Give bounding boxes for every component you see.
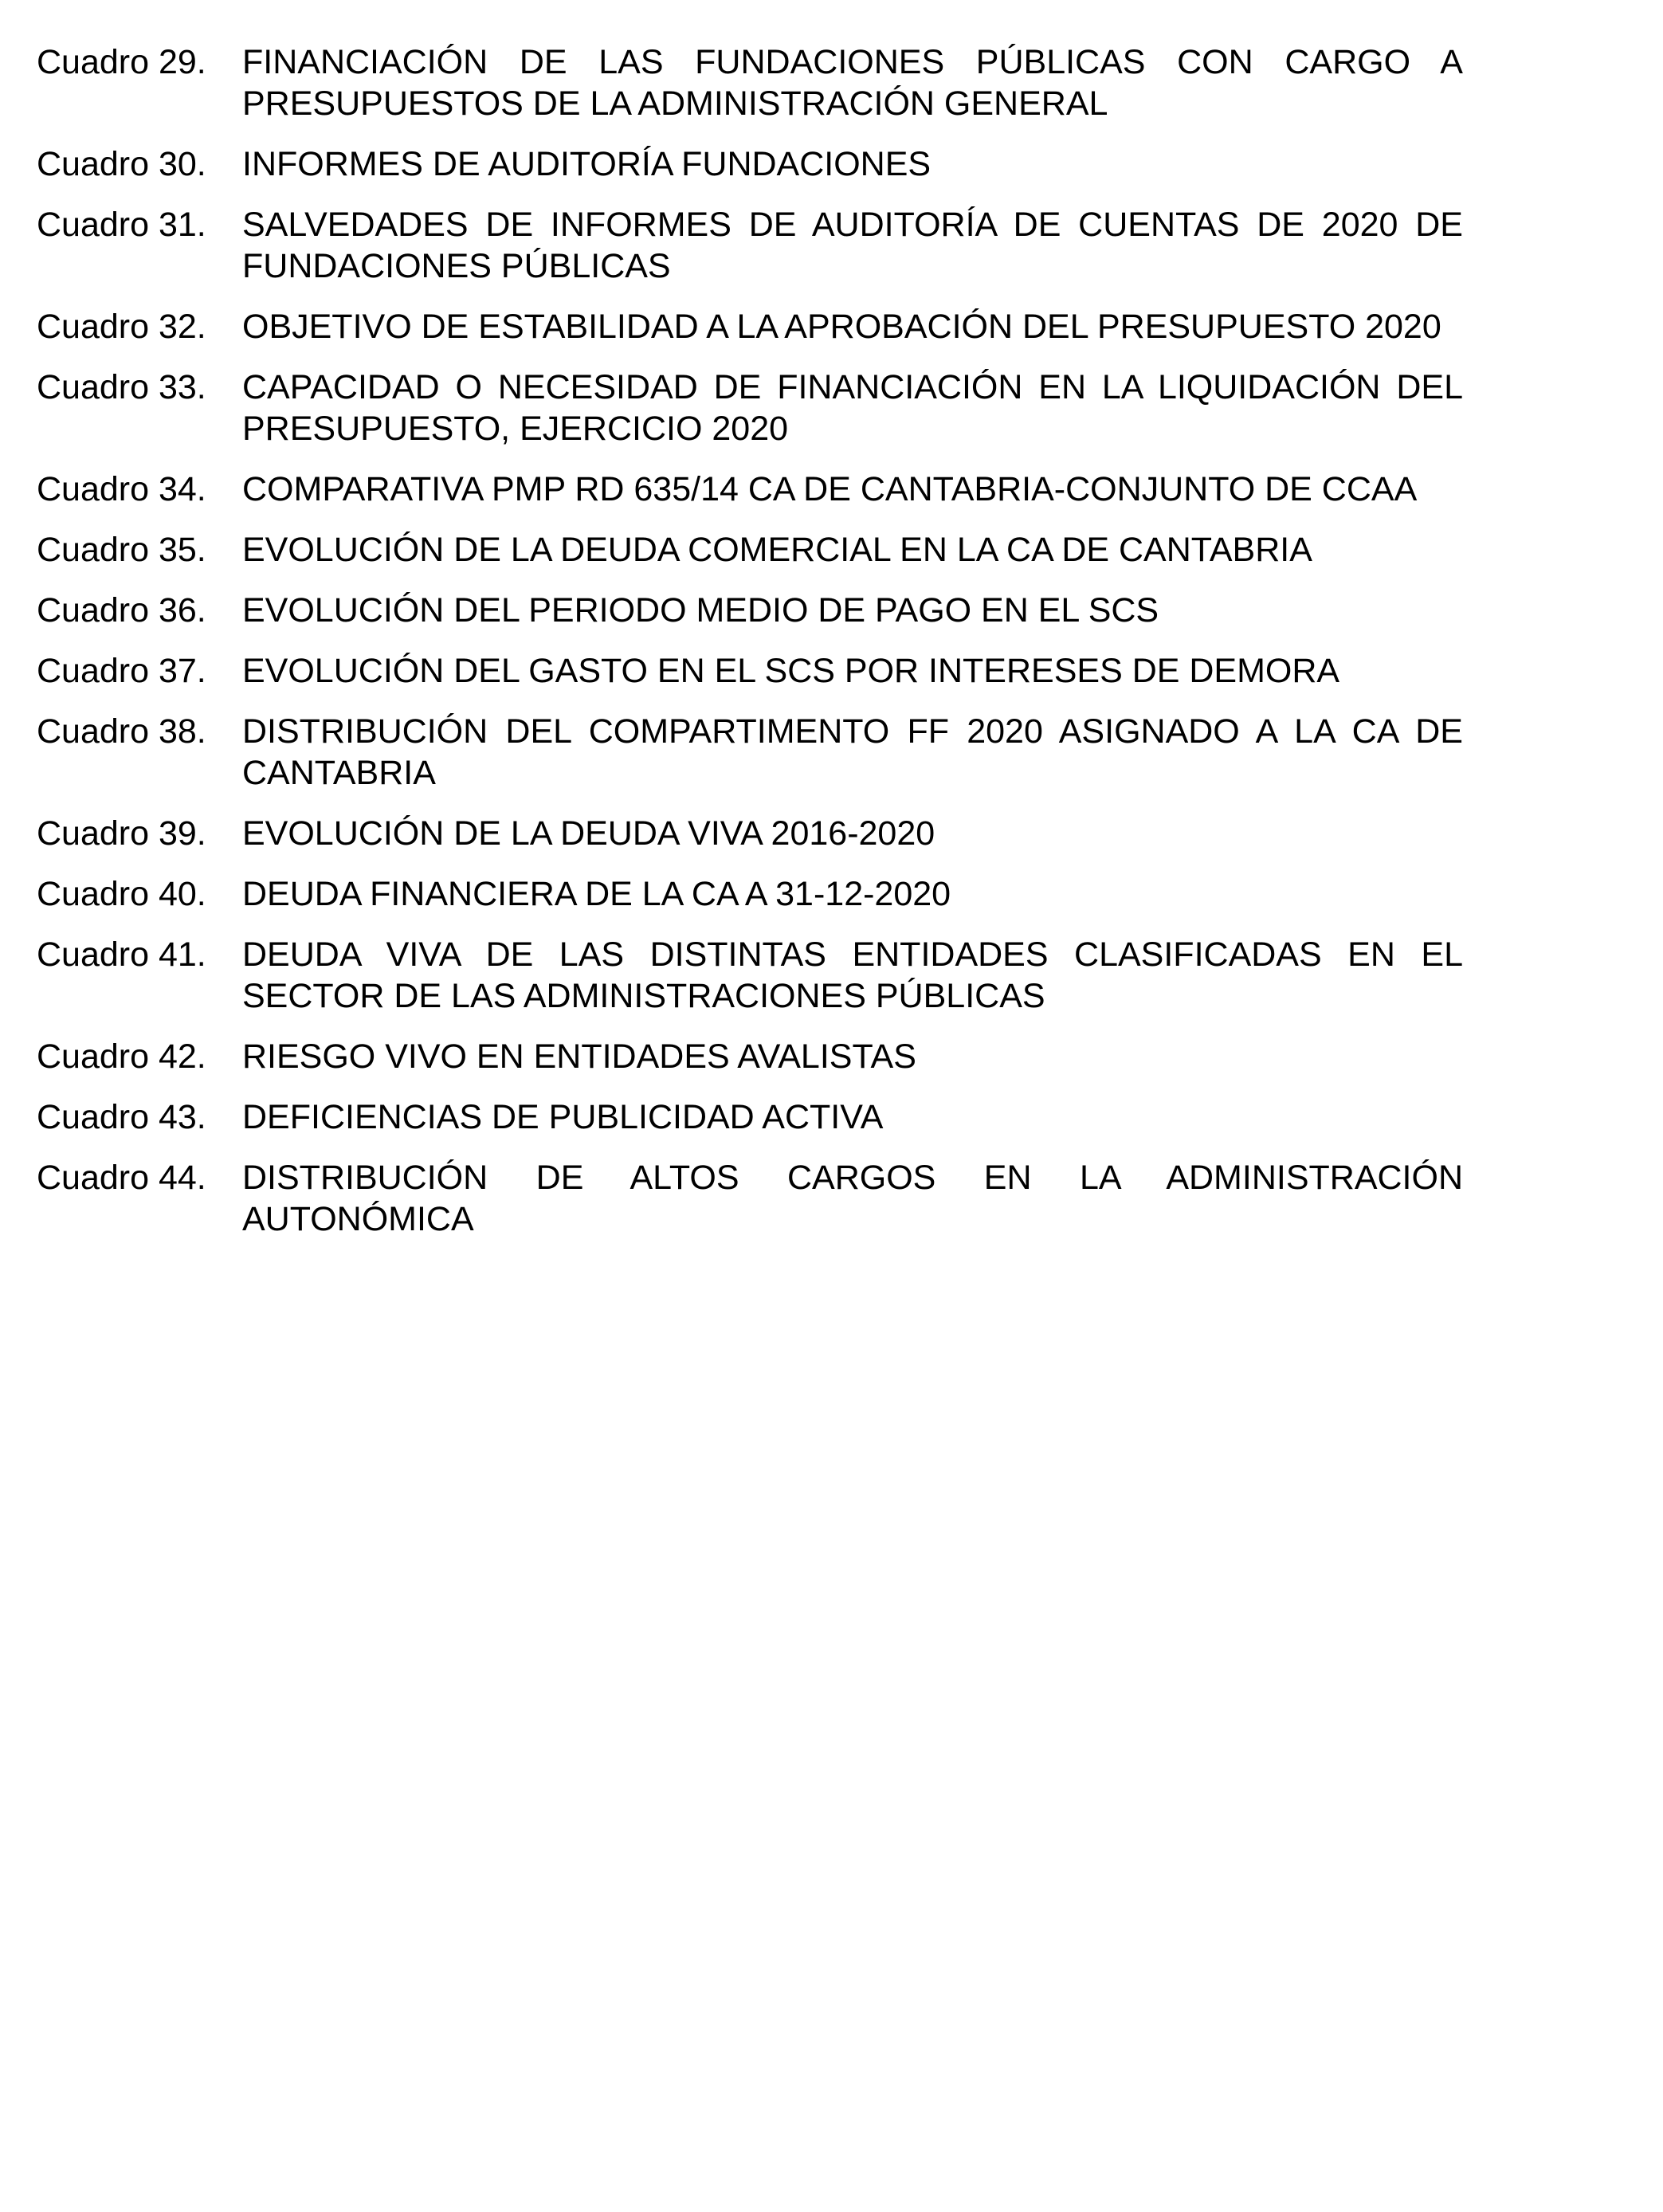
entry-label: Cuadro 33. [37,368,206,406]
entry-label: Cuadro 36. [37,591,206,629]
entry-title: SALVEDADES DE INFORMES DE AUDITORÍA DE CUENTAS DE 2020 DE FUNDACIONES PÚBLICAS [242,206,1463,285]
entry-label: Cuadro 30. [37,145,206,183]
list-item-cuadro-38 [37,711,1463,794]
entry-title: COMPARATIVA PMP RD 635/14 CA DE CANTABRIA-CONJUNTO DE CCAA [242,470,1418,508]
entry-title: CAPACIDAD O NECESIDAD DE FINANCIACIÓN EN LA LIQUIDACIÓN DEL PRESUPUESTO, EJERCICIO 2020 [242,368,1463,448]
table-list [37,41,1463,1259]
entry-title: DEUDA VIVA DE LAS DISTINTAS ENTIDADES CLASIFICADAS EN EL SECTOR DE LAS ADMINISTRACIONES PÚBLICAS [242,935,1463,1015]
list-item-cuadro-39 [37,813,1463,854]
list-item-cuadro-30 [37,143,1463,185]
entry-title: INFORMES DE AUDITORÍA FUNDACIONES [242,145,932,183]
entry-title: EVOLUCIÓN DE LA DEUDA VIVA 2016-2020 [242,814,935,853]
entry-label: Cuadro 38. [37,712,206,751]
list-item-cuadro-43 [37,1096,1463,1138]
list-item-cuadro-40 [37,873,1463,915]
entry-label: Cuadro 43. [37,1098,206,1136]
list-item-cuadro-29 [37,41,1463,124]
entry-label: Cuadro 40. [37,875,206,913]
entry-label: Cuadro 34. [37,470,206,508]
list-item-cuadro-41 [37,934,1463,1017]
list-item-cuadro-35 [37,529,1463,571]
entry-label: Cuadro 42. [37,1037,206,1076]
entry-title: DEFICIENCIAS DE PUBLICIDAD ACTIVA [242,1098,884,1136]
list-item-cuadro-36 [37,590,1463,631]
list-item-cuadro-44 [37,1157,1463,1240]
list-item-cuadro-31 [37,204,1463,287]
entry-label: Cuadro 44. [37,1159,206,1197]
list-item-cuadro-37 [37,650,1463,692]
entry-label: Cuadro 32. [37,308,206,346]
entry-title: DISTRIBUCIÓN DEL COMPARTIMENTO FF 2020 ASIGNADO A LA CA DE CANTABRIA [242,712,1463,792]
entry-title: DEUDA FINANCIERA DE LA CA A 31-12-2020 [242,875,951,913]
entry-label: Cuadro 41. [37,935,206,974]
list-item-cuadro-42 [37,1036,1463,1077]
entry-title: RIESGO VIVO EN ENTIDADES AVALISTAS [242,1037,916,1076]
list-item-cuadro-32 [37,306,1463,347]
entry-label: Cuadro 37. [37,652,206,690]
entry-title: EVOLUCIÓN DE LA DEUDA COMERCIAL EN LA CA DE CANTABRIA [242,531,1312,569]
entry-label: Cuadro 29. [37,43,206,81]
entry-title: OBJETIVO DE ESTABILIDAD A LA APROBACIÓN DEL PRESUPUESTO 2020 [242,308,1441,346]
entry-label: Cuadro 31. [37,206,206,244]
entry-title: DISTRIBUCIÓN DE ALTOS CARGOS EN LA ADMINISTRACIÓN AUTONÓMICA [242,1159,1463,1238]
entry-title: EVOLUCIÓN DEL PERIODO MEDIO DE PAGO EN EL SCS [242,591,1159,629]
entry-title: FINANCIACIÓN DE LAS FUNDACIONES PÚBLICAS CON CARGO A PRESUPUESTOS DE LA ADMINISTRACIÓN GENERAL [242,43,1463,123]
entry-label: Cuadro 35. [37,531,206,569]
entry-title: EVOLUCIÓN DEL GASTO EN EL SCS POR INTERESES DE DEMORA [242,652,1340,690]
list-item-cuadro-33 [37,367,1463,449]
entry-label: Cuadro 39. [37,814,206,853]
list-item-cuadro-34 [37,469,1463,510]
